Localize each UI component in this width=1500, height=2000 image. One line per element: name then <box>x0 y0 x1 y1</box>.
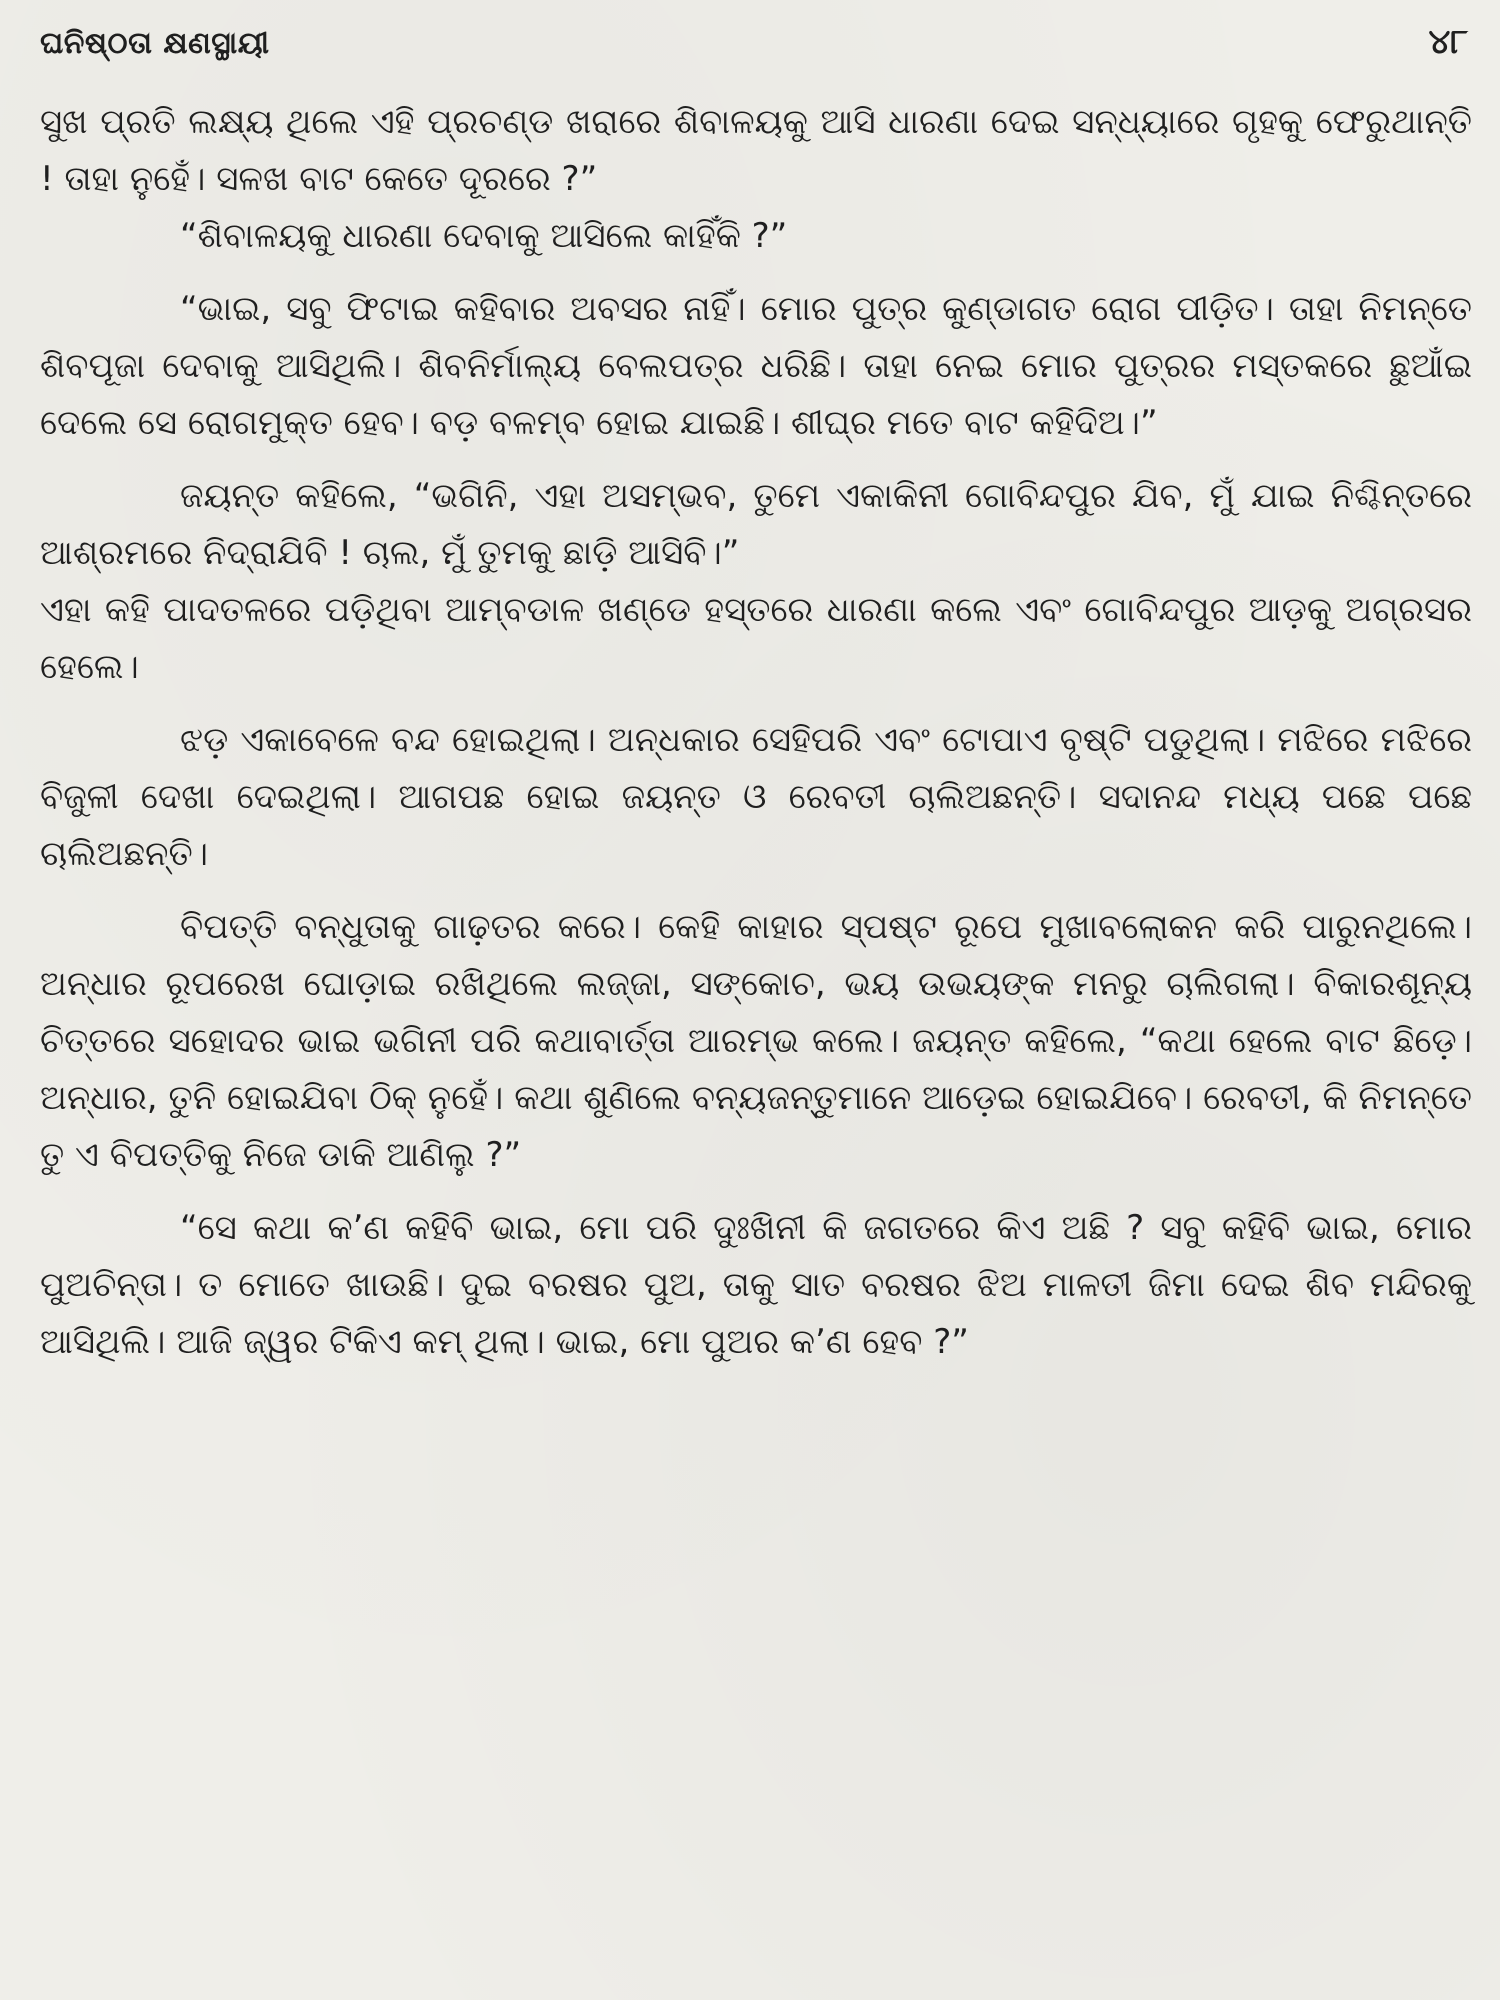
paragraph: ଜୟନ୍ତ କହିଲେ, “ଭଗିନି, ଏହା ଅସମ୍ଭବ, ତୁମେ ଏକାକିନୀ ଗୋବିନ୍ଦପୁର ଯିବ, ମୁଁ ଯାଇ ନିଶ୍ଚିନ୍ତରେ ଆଶ୍ରମରେ ନିଦ୍ରାଯିବି ! ଚାଲ, ମୁଁ ତୁମକୁ ଛାଡ଼ି ଆସିବି।” <box>40 476 1472 573</box>
page-number: ୪୮ <box>1428 22 1468 62</box>
body-text <box>40 94 1472 1371</box>
paragraph: “ସେ କଥା କ’ଣ କହିବି ଭାଇ, ମୋ ପରି ଦୁଃଖିନୀ କି ଜଗତରେ କିଏ ଅଛି ? ସବୁ କହିବି ଭାଇ, ମୋର ପୁଅଚିନ୍ତା। ତ ମୋତେ ଖାଉଛି। ଦୁଇ ବରଷର ପୁଅ, ତାକୁ ସାତ ବରଷର ଝିଅ ମାଳତୀ ଜିମା ଦେଇ ଶିବ ମନ୍ଦିରକୁ ଆସିଥିଲି। ଆଜି ଜ୍ୱର ଟିକିଏ କମ୍ ଥିଲା। ଭାଇ, ମୋ ପୁଅର କ’ଣ ହେବ ?” <box>40 1208 1472 1362</box>
running-title: ଘନିଷ୍ଠତା କ୍ଷଣସ୍ଥାୟୀ <box>40 26 270 61</box>
paragraph: ଝଡ଼ ଏକାବେଳେ ବନ୍ଦ ହୋଇଥିଲା। ଅନ୍ଧକାର ସେହିପରି ଏବଂ ଟୋପାଏ ବୃଷ୍ଟି ପଡୁଥିଲା। ମଝିରେ ମଝିରେ ବିଜୁଳୀ ଦେଖା ଦେଇଥିଲା। ଆଗପଛ ହୋଇ ଜୟନ୍ତ ଓ ରେବତୀ ଚାଲିଅଛନ୍ତି। ସଦାନନ୍ଦ ମଧ୍ୟ ପଛେ ପଛେ ଚାଲିଅଛନ୍ତି। <box>40 720 1472 874</box>
paragraph: “ଶିବାଳୟକୁ ଧାରଣା ଦେବାକୁ ଆସିଲେ କାହିଁକି ?” <box>180 216 788 256</box>
paragraph: “ଭାଇ, ସବୁ ଫିଟାଇ କହିବାର ଅବସର ନାହିଁ। ମୋର ପୁତ୍ର କୁଣ୍ଡାଗତ ରୋଗ ପୀଡ଼ିତ। ତାହା ନିମନ୍ତେ ଶିବପୂଜା ଦେବାକୁ ଆସିଥିଲି। ଶିବନିର୍ମାଲ୍ୟ ବେଲପତ୍ର ଧରିଛି। ତାହା ନେଇ ମୋର ପୁତ୍ରର ମସ୍ତକରେ ଛୁଆଁଇ ଦେଲେ ସେ ରୋଗମୁକ୍ତ ହେବ। ବଡ଼ ବଳମ୍ବ ହୋଇ ଯାଇଛି। ଶୀଘ୍ର ମତେ ବାଟ କହିଦିଅ।” <box>40 289 1472 443</box>
paragraph: ସୁଖ ପ୍ରତି ଲକ୍ଷ୍ୟ ଥିଲେ ଏହି ପ୍ରଚଣ୍ଡ ଖରାରେ ଶିବାଳୟକୁ ଆସି ଧାରଣା ଦେଇ ସନ୍ଧ୍ୟାରେ ଗୃହକୁ ଫେରୁଥାନ୍ତି ! ତାହା ନୁହେଁ। ସଳଖ ବାଟ କେତେ ଦୂରରେ ?” <box>40 102 1472 199</box>
running-header <box>40 22 1472 80</box>
paragraph: ବିପତ୍ତି ବନ୍ଧୁତାକୁ ଗାଢ଼ତର କରେ। କେହି କାହାର ସ୍ପଷ୍ଟ ରୂପେ ମୁଖାବଲୋକନ କରି ପାରୁନଥିଲେ। ଅନ୍ଧାର ରୂପରେଖ ଘୋଡ଼ାଇ ରଖିଥିଲେ ଲଜ୍ଜା, ସଙ୍କୋଚ, ଭୟ ଉଭୟଙ୍କ ମନରୁ ଚାଲିଗଲା। ବିକାରଶୂନ୍ୟ ଚିତ୍ତରେ ସହୋଦର ଭାଇ ଭଗିନୀ ପରି କଥାବାର୍ତ୍ତା ଆରମ୍ଭ କଲେ। ଜୟନ୍ତ କହିଲେ, “କଥା ହେଲେ ବାଟ ଛିଡ଼େ। ଅନ୍ଧାର, ତୁନି ହୋଇଯିବା ଠିକ୍ ନୁହେଁ। କଥା ଶୁଣିଲେ ବନ୍ୟଜନ୍ତୁମାନେ ଆଡ଼େଇ ହୋଇଯିବେ। ରେବତୀ, କି ନିମନ୍ତେ ତୁ ଏ ବିପତ୍ତିକୁ ନିଜେ ଡାକି ଆଣିଲୁ ?” <box>40 907 1472 1175</box>
paragraph: ଏହା କହି ପାଦତଳରେ ପଡ଼ିଥିବା ଆମ୍ବଡାଳ ଖଣ୍ଡେ ହସ୍ତରେ ଧାରଣା କଲେ ଏବଂ ଗୋବିନ୍ଦପୁର ଆଡ଼କୁ ଅଗ୍ରସର ହେଲେ। <box>40 590 1472 687</box>
